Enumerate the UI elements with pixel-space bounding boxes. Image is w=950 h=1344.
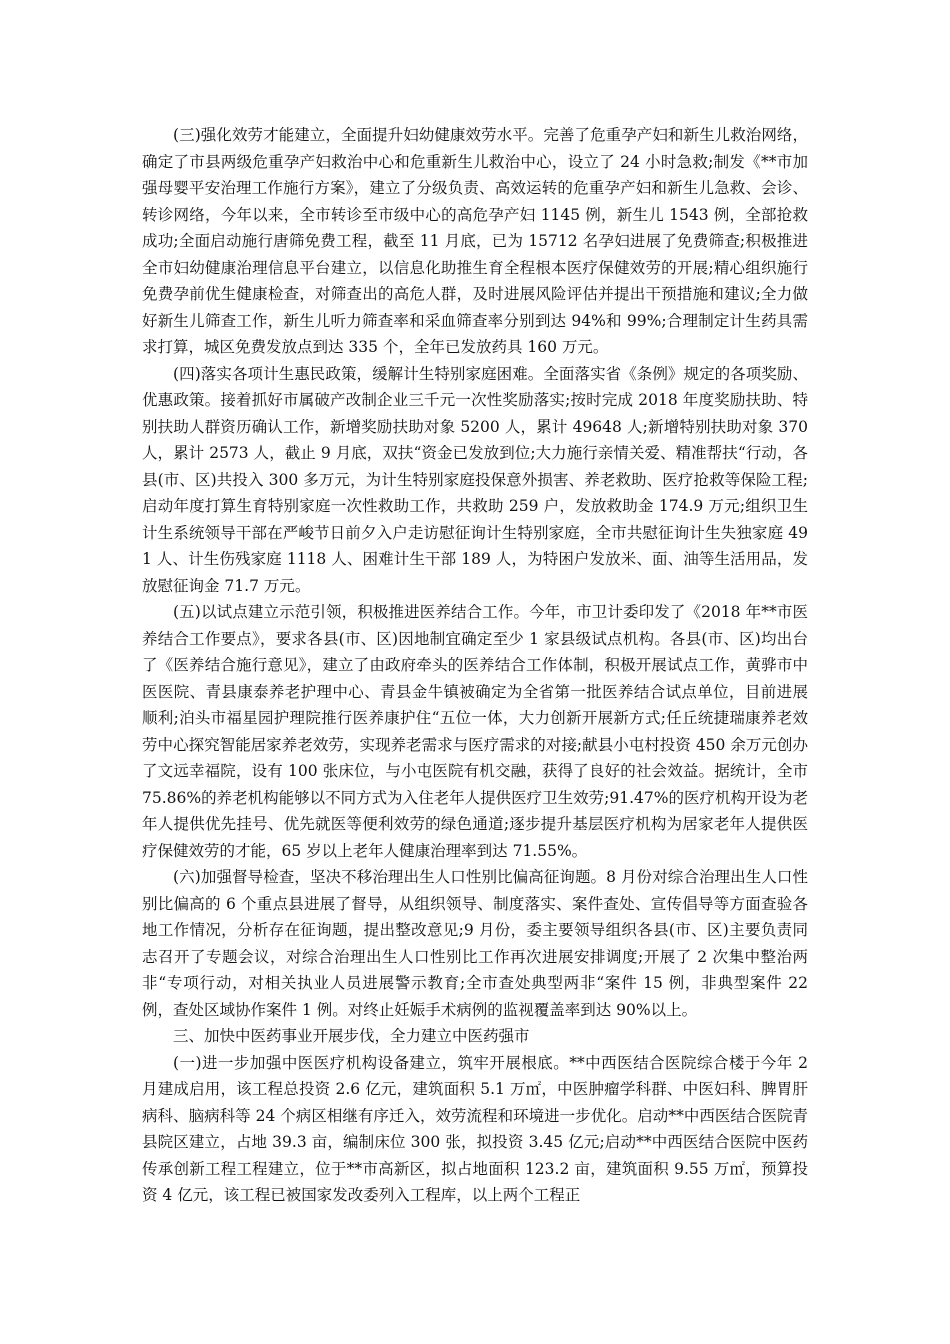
- paragraph-strengthen-service-capacity: (三)强化效劳才能建立，全面提升妇幼健康效劳水平。完善了危重孕产妇和新生儿救治网络，确定了市县两级危重孕产妇救治中心和危重新生儿救治中心，设立了 24 小时急救;制发《**市加强母婴平安治理工作施行方案》，建立了分级负责、高效运转的危重孕产妇和新生儿急救、会诊、转诊网络，今年以来，全市转诊至市级中心的高危孕产妇 1145 例，新生儿 1543 例，全部抢救成功;全面启动施行唐筛免费工程，截至 11 月底，已为 15712 名孕妇进展了免费筛查;积极推进全市妇幼健康治理信息平台建立，以信息化助推生育全程根本医疗保健效劳的开展;精心组织施行免费孕前优生健康检查，对筛查出的高危人群，及时进展风险评估并提出干预措施和建议;全力做好新生儿筛查工作，新生儿听力筛查率和采血筛查率分别到达 94%和 99%;合理制定计生药具需求打算，城区免费发放点到达 335 个，全年已发放药具 160 万元。: [142, 126, 808, 356]
- paragraph-medical-elderly-care: (五)以试点建立示范引领，积极推进医养结合工作。今年，市卫计委印发了《2018 年**市医养结合工作要点》，要求各县(市、区)因地制宜确定至少 1 家县级试点机构。各县(市、区)均出台了《医养结合施行意见》，建立了由政府牵头的医养结合工作体制，积极开展试点工作，黄骅市中医医院、青县康泰养老护理中心、青县金牛镇被确定为全省第一批医养结合试点单位，目前进展顺利;泊头市福星园护理院推行医养康护住“五位一体，大力创新开展新方式;任丘统捷瑞康养老效劳中心探究智能居家养老效劳，实现养老需求与医疗需求的对接;献县小屯村投资 450 余万元创办了文远幸福院，设有 100 张床位，与小屯医院有机交融，获得了良好的社会效益。据统计，全市 75.86%的养老机构能够以不同方式为入住老年人提供医疗卫生效劳;91.47%的医疗机构开设为老年人提供优先挂号、优先就医等便利效劳的绿色通道;逐步提升基层医疗机构为居家老年人提供医疗保健效劳的才能，65 岁以上老年人健康治理率到达 71.55%。: [142, 603, 808, 860]
- section-heading: 三、加快中医药事业开展步伐，全力建立中医药强市: [173, 1027, 530, 1045]
- paragraph-family-planning-policies: (四)落实各项计生惠民政策，缓解计生特别家庭困难。全面落实省《条例》规定的各项奖励、优惠政策。接着抓好市属破产改制企业三千元一次性奖励落实;按时完成 2018 年度奖励扶助、特别扶助人群资历确认工作，新增奖励扶助对象 5200 人，累计 49648 人;新增特别扶助对象 370 人，累计 2573 人，截止 9 月底，双扶“资金已发放到位;大力施行亲情关爱、精准帮扶“行动，各县(市、区)共投入 300 多万元，为计生特别家庭投保意外损害、养老救助、医疗抢救等保险工程;启动年度打算生育特别家庭一次性救助工作，共救助 259 户，发放救助金 174.9 万元;组织卫生计生系统领导干部在严峻节日前夕入户走访慰征询计生特别家庭，全市共慰征询计生失独家庭 491 人、计生伤残家庭 1118 人、困难计生干部 189 人，为特困户发放米、面、油等生活用品，发放慰征询金 71.7 万元。: [142, 364, 808, 595]
- paragraph-tcm-facilities: (一)进一步加强中医医疗机构设备建立，筑牢开展根底。**中西医结合医院综合楼于今年 2 月建成启用，该工程总投资 2.6 亿元，建筑面积 5.1 万㎡，中医肿瘤学科群、中医妇科、脾胃肝病科、脑病科等 24 个病区相继有序迁入，效劳流程和环境进一步优化。启动**中西医结合医院青县院区建立，占地 39.3 亩，编制床位 300 张，拟投资 3.45 亿元;启动**中西医结合医院中医药传承创新工程工程建立，位于**市高新区，拟占地面积 123.2 亩，建筑面积 9.55 万㎡，预算投资 4 亿元，该工程已被国家发改委列入工程库，以上两个工程正: [142, 1053, 808, 1204]
- document-page: [142, 122, 808, 1209]
- paragraph-supervision-inspection: (六)加强督导检查，坚决不移治理出生人口性别比偏高征询题。8 月份对综合治理出生人口性别比偏高的 6 个重点县进展了督导，从组织领导、制度落实、案件查处、宣传倡导等方面查验各地工作情况，分析存在征询题，提出整改意见;9 月份，委主要领导组织各县(市、区)主要负责同志召开了专题会议，对综合治理出生人口性别比工作再次进展安排调度;开展了 2 次集中整治两非“专项行动，对相关执业人员进展警示教育;全市查处典型两非“案件 15 例，非典型案件 22 例，查处区域协作案件 1 例。对终止妊娠手术病例的监视覆盖率到达 90%以上。: [142, 868, 808, 1019]
